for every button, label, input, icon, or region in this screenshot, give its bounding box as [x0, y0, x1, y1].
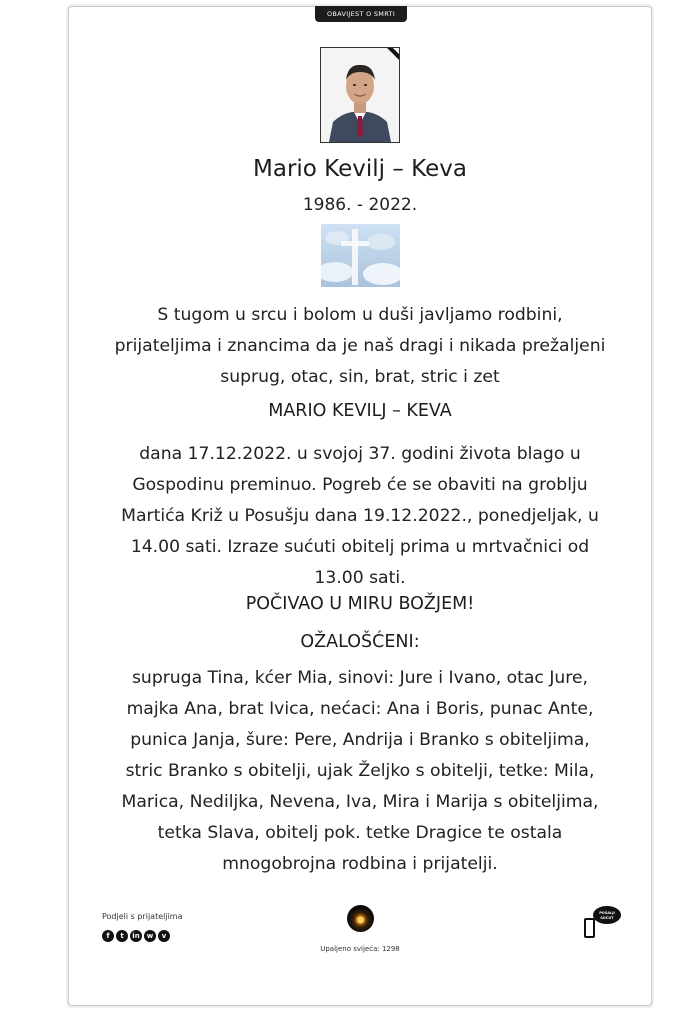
cross-in-clouds-image [321, 224, 400, 287]
deceased-photo [320, 47, 400, 143]
mourners-heading-text: OŽALOŠĆENI [300, 632, 414, 652]
light-candle-button[interactable] [347, 905, 374, 932]
mourning-ribbon [382, 47, 400, 65]
mourners-heading-colon: : [413, 632, 420, 652]
mourners-line: supruga Tina, kćer Mia, sinovi: Jure i Ivano, otac Jure, [131, 668, 589, 688]
viber-icon[interactable]: v [158, 930, 170, 942]
notice-intro-line: suprug, otac, sin, brat, stric i zet [220, 367, 500, 387]
life-years: 1986. - 2022. [302, 195, 418, 215]
notice-intro [100, 300, 620, 393]
share-label: Podjeli s prijateljima [102, 912, 183, 921]
condolence-label-line1: POŠALJI [599, 911, 615, 915]
notice-details-line: dana 17.12.2022. u svojoj 37. godini života blago u [139, 444, 581, 464]
notice-intro-line: S tugom u srcu i bolom u duši javljamo rodbini, [157, 305, 563, 325]
notice-type-badge: OBAVIJEST O SMRTI [315, 6, 407, 22]
mourners-line: mnogobrojna rodbina i prijatelji. [222, 854, 498, 874]
mourners-line: punica Janja, šure: Pere, Andrija i Branko s obiteljima, [130, 730, 590, 750]
notice-details-line: Martića Križ u Posušju dana 19.12.2022., ponedjeljak, u [121, 506, 599, 526]
mourners-line: Marica, Nediljka, Nevena, Iva, Mira i Marija s obiteljima, [121, 792, 599, 812]
mourners-line: tetka Slava, obitelj pok. tetke Dragice te ostala [157, 823, 563, 843]
notice-details-line: 13.00 sati. [314, 568, 406, 588]
notice-details [100, 439, 620, 594]
mourners-list [100, 663, 620, 880]
mourners-heading [100, 632, 620, 652]
send-condolence-button[interactable] [584, 906, 622, 940]
condolence-label-line2: SUĆUT [600, 915, 614, 920]
speech-bubble-icon [593, 906, 621, 924]
linkedin-icon[interactable]: in [130, 930, 142, 942]
facebook-icon[interactable]: f [102, 930, 114, 942]
share-icons [102, 930, 170, 942]
phone-icon [584, 918, 595, 938]
notice-intro-line: prijateljima i znancima da je naš dragi i nikada prežaljeni [114, 336, 606, 356]
deceased-name-caps: MARIO KEVILJ – KEVA [268, 401, 452, 421]
mourners-line: stric Branko s obitelji, ujak Željko s obitelji, tetke: Mila, [125, 761, 595, 781]
notice-details-line: Gospodinu preminuo. Pogreb će se obaviti na groblju [132, 475, 588, 495]
whatsapp-icon[interactable]: w [144, 930, 156, 942]
rest-in-peace-line: POČIVAO U MIRU BOŽJEM! [245, 594, 475, 614]
notice-details-line: 14.00 sati. Izraze sućuti obitelj prima u mrtvačnici od [130, 537, 590, 557]
twitter-icon[interactable]: t [116, 930, 128, 942]
mourners-line: majka Ana, brat Ivica, nećaci: Ana i Boris, punac Ante, [126, 699, 594, 719]
candle-count: Upaljeno svijeća: 1298 [320, 945, 400, 953]
deceased-name: Mario Kevilj – Keva [253, 156, 467, 182]
